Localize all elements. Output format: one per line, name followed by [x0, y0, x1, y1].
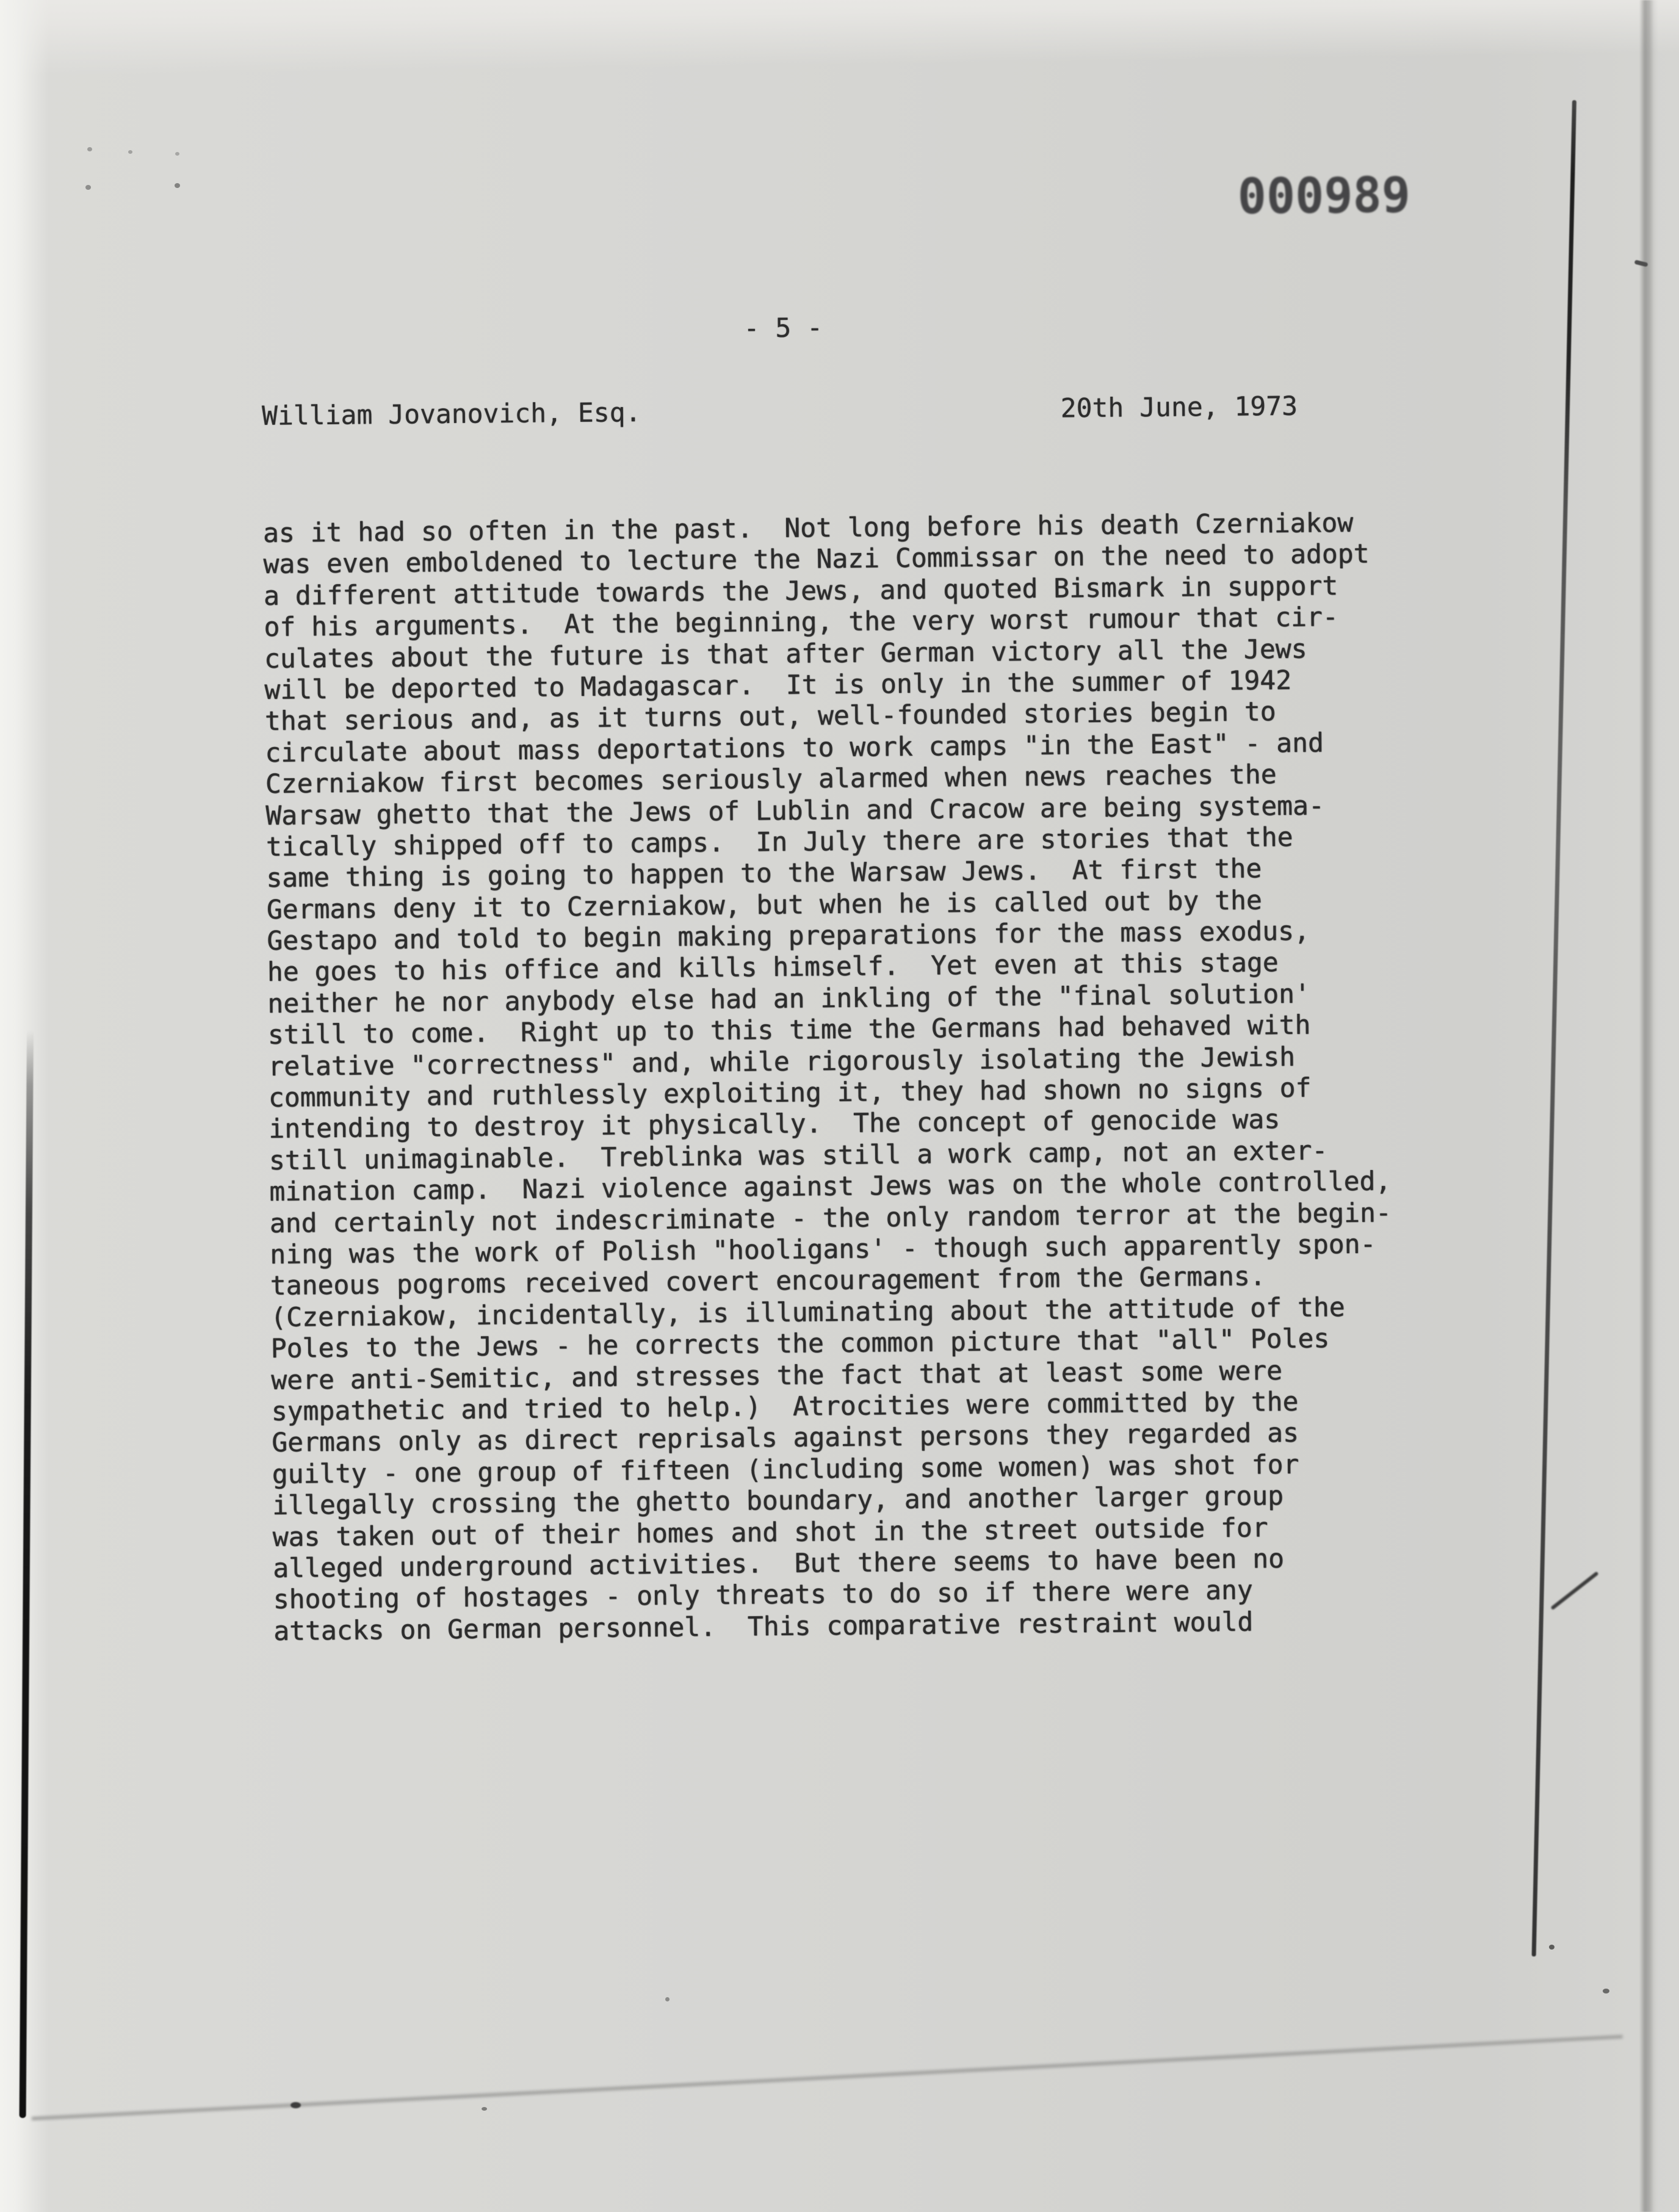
body-line: taneous pogroms received covert encouragement from the Germans. [270, 1261, 1266, 1302]
body-line: neither he nor anybody else had an inkling of the "final solution' [267, 978, 1311, 1019]
letter-header [262, 391, 1298, 432]
body-line: shooting of hostages - only threats to do so if there were any [273, 1575, 1253, 1616]
body-line: intending to destroy it physically. The concept of genocide was [269, 1104, 1280, 1145]
body-line: guilty - one group of fifteen (including some women) was shot for [272, 1449, 1299, 1490]
body-line: illegally crossing the ghetto boundary, and another larger group [272, 1481, 1284, 1522]
body-line: he goes to his office and kills himself. Yet even at this stage [267, 947, 1279, 988]
body-line: tically shipped off to camps. In July there are stories that the [265, 822, 1293, 862]
body-line: Gestapo and told to begin making preparations for the mass exodus, [267, 916, 1310, 957]
body-line: Warsaw ghetto that the Jews of Lublin and Cracow are being systema- [265, 790, 1325, 831]
body-line: ning was the work of Polish "hooligans' - though such apparently spon- [270, 1229, 1376, 1270]
body-line: still unimaginable. Treblinka was still a work camp, not an exter- [269, 1135, 1328, 1176]
body-line: mination camp. Nazi violence against Jews was on the whole controlled, [269, 1166, 1392, 1208]
body-line: community and ruthlessly exploiting it, they had shown no signs of [268, 1072, 1312, 1114]
body-line: Czerniakow first becomes seriously alarmed when news reaches the [265, 759, 1277, 800]
body-line: relative "correctness" and, while rigorously isolating the Jewish [268, 1041, 1296, 1082]
document-stamp-number: 000989 [1237, 166, 1411, 225]
body-line: still to come. Right up to this time the Germans had behaved with [267, 1010, 1311, 1051]
body-line: same thing is going to happen to the Warsaw Jews. At first the [266, 853, 1262, 894]
body-line: were anti-Semitic, and stresses the fact that at least some were [271, 1355, 1283, 1396]
body-line: that serious and, as it turns out, well-founded stories begin to [264, 696, 1276, 737]
body-line: (Czerniakow, incidentally, is illuminating about the attitude of the [270, 1292, 1345, 1333]
body-line: culates about the future is that after German victory all the Jews [264, 634, 1307, 674]
body-line: Germans only as direct reprisals against persons they regarded as [272, 1418, 1299, 1459]
page-number: - 5 - [743, 313, 823, 344]
body-line: sympathetic and tried to help.) Atrocities were committed by the [271, 1386, 1299, 1427]
body-line: as it had so often in the past. Not long before his death Czerniakow [262, 507, 1354, 549]
body-line: alleged underground activities. But there seems to have been no [272, 1543, 1285, 1584]
body-line: of his arguments. At the beginning, the very worst rumour that cir- [264, 602, 1338, 643]
body-line: Poles to the Jews - he corrects the common picture that "all" Poles [270, 1323, 1330, 1365]
letter-body [263, 507, 1396, 1647]
body-line: and certainly not indescriminate - the only random terror at the begin- [269, 1197, 1392, 1239]
recipient-name: William Jovanovich, Esq. [261, 397, 641, 432]
body-line: attacks on German personnel. This comparative restraint would [273, 1607, 1254, 1647]
body-line: was taken out of their homes and shot in the street outside for [272, 1512, 1268, 1553]
body-line: will be deported to Madagascar. It is only in the summer of 1942 [264, 665, 1292, 706]
body-line: circulate about mass deportations to work camps "in the East" - and [265, 728, 1324, 768]
body-line: a different attitude towards the Jews, and quoted Bismark in support [263, 570, 1338, 612]
body-line: Germans deny it to Czerniakow, but when he is called out by the [266, 885, 1263, 925]
body-line: was even emboldened to lecture the Nazi Commissar on the need to adopt [263, 539, 1370, 580]
letter-date: 20th June, 1973 [1060, 391, 1298, 424]
